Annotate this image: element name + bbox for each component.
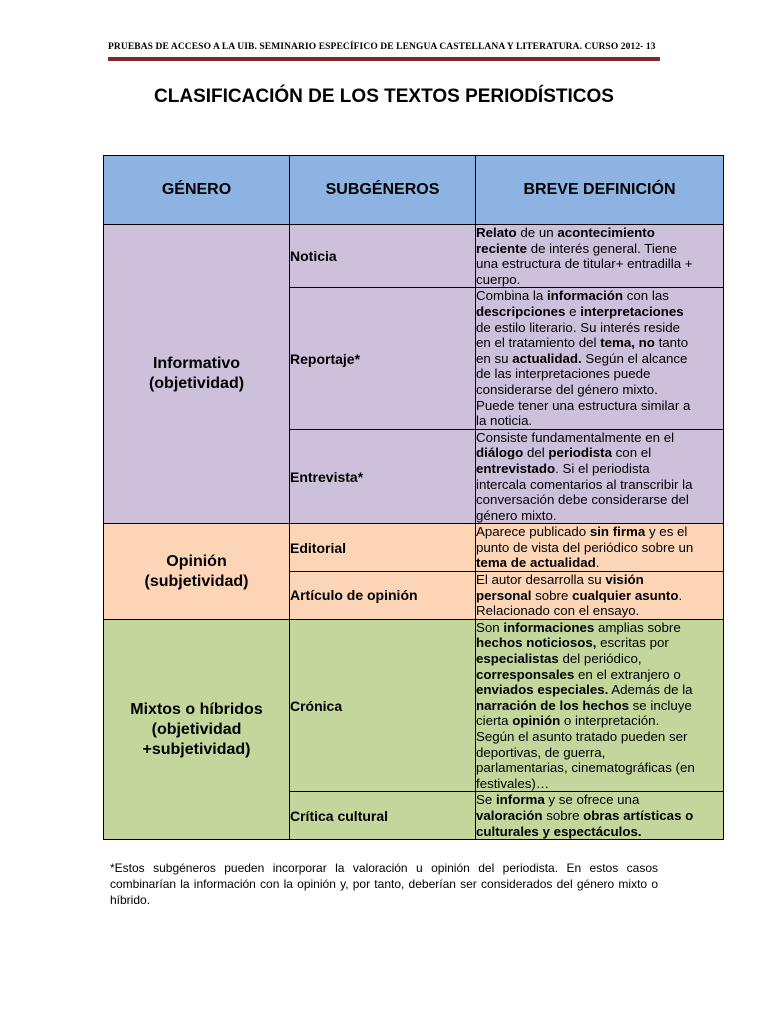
definition-line — [476, 335, 723, 351]
definition-text: festivales)… — [476, 775, 550, 791]
definition-line — [476, 524, 723, 540]
definition-line — [476, 760, 723, 776]
definition-text: escritas por — [596, 635, 669, 651]
header-divider — [108, 57, 660, 61]
definition-bold-text: narración de los hechos — [476, 697, 629, 713]
definition-line — [476, 477, 723, 493]
definition-bold-text: diálogo — [476, 445, 524, 461]
definition-text: Según el alcance — [581, 350, 688, 366]
definition-line — [476, 288, 723, 304]
definition-text: cierta — [476, 713, 513, 729]
definition-text: sobre — [531, 587, 573, 603]
definition-text: una estructura de titular+ entradilla + — [476, 256, 693, 272]
definition-line — [476, 682, 723, 698]
definition-text: . — [678, 587, 683, 603]
definition-text: o interpretación. — [560, 713, 660, 729]
definition-text: cuerpo. — [476, 271, 521, 287]
definition-bold-text: visión — [605, 572, 644, 588]
definition-text: considerarse del género mixto. — [476, 381, 658, 397]
definition-cell — [476, 288, 724, 429]
subgenre-editorial: Editorial — [290, 524, 476, 572]
definition-line — [476, 256, 723, 272]
definition-line — [476, 620, 723, 636]
genre-line: (objetividad — [151, 720, 242, 738]
definition-text: de estilo literario. Su interés reside — [476, 319, 680, 335]
classification-table — [103, 155, 724, 840]
page-header: PRUEBAS DE ACCESO A LA UIB. SEMINARIO ESPECÍFICO DE LENGUA CASTELLANA Y LITERATURA. CURSO 2012- 13 — [108, 42, 656, 52]
definition-line — [476, 792, 723, 808]
definition-text: del periódico, — [558, 651, 642, 667]
definition-text: parlamentarias, cinematográficas (en — [476, 760, 695, 776]
genre-opinion — [104, 524, 290, 620]
definition-bold-text: interpretaciones — [580, 303, 684, 319]
definition-bold-text: periodista — [548, 445, 612, 461]
definition-line — [476, 492, 723, 508]
definition-line — [476, 461, 723, 477]
definition-bold-text: especialistas — [476, 651, 559, 667]
definition-text: . — [595, 555, 600, 571]
definition-text: e — [565, 303, 581, 319]
definition-line — [476, 382, 723, 398]
definition-cell — [476, 225, 724, 288]
definition-line — [476, 430, 723, 446]
genre-line: Informativo — [152, 355, 241, 373]
definition-line — [476, 241, 723, 257]
definition-line — [476, 776, 723, 792]
definition-line — [476, 808, 723, 824]
definition-line — [476, 824, 723, 840]
subgenre-critica-cultural: Crítica cultural — [290, 792, 476, 840]
definition-bold-text: tema de actualidad — [476, 555, 596, 571]
definition-text: con el — [611, 445, 652, 461]
subgenre-noticia: Noticia — [290, 225, 476, 288]
definition-bold-text: culturales y espectáculos. — [476, 823, 642, 839]
document-title: CLASIFICACIÓN DE LOS TEXTOS PERIODÍSTICOS — [154, 86, 614, 107]
definition-text: en su — [476, 350, 513, 366]
subgenre-articulo-opinion: Artículo de opinión — [290, 572, 476, 620]
definition-text: y es el — [645, 524, 688, 540]
definition-line — [476, 729, 723, 745]
definition-line — [476, 225, 723, 241]
definition-line — [476, 635, 723, 651]
definition-bold-text: descripciones — [476, 303, 566, 319]
definition-text: amplias sobre — [594, 619, 681, 635]
subgenre-entrevista: Entrevista* — [290, 429, 476, 524]
definition-bold-text: tema, no — [600, 335, 655, 351]
definition-line — [476, 540, 723, 556]
definition-line — [476, 745, 723, 761]
definition-text: Combina la — [476, 288, 547, 304]
definition-line — [476, 445, 723, 461]
definition-text: Relacionado con el ensayo. — [476, 603, 640, 619]
definition-text: en el tratamiento del — [476, 335, 601, 351]
footnote: *Estos subgéneros pueden incorporar la valoración u opinión del periodista. En estos casos combinarían la información con la opinión y, por tanto, deberían ser considerados del género mixto o híbrido. — [110, 861, 658, 907]
definition-line — [476, 304, 723, 320]
genre-line: +subjetividad) — [142, 740, 251, 758]
definition-text: . Si el periodista — [555, 460, 650, 476]
definition-bold-text: obras artísticas o — [583, 807, 694, 823]
definition-text: Puede tener una estructura similar a — [476, 397, 691, 413]
definition-bold-text: enviados especiales. — [476, 682, 609, 698]
header-subgenres: SUBGÉNEROS — [290, 156, 476, 225]
definition-bold-text: actualidad. — [512, 350, 582, 366]
definition-bold-text: acontecimiento — [557, 225, 655, 240]
genre-line: Opinión — [166, 552, 227, 570]
definition-bold-text: información — [546, 288, 624, 304]
definition-bold-text: personal — [476, 587, 532, 603]
definition-bold-text: entrevistado — [476, 460, 556, 476]
table-row — [104, 524, 724, 572]
definition-text: de interés general. Tiene — [527, 240, 678, 256]
definition-line — [476, 351, 723, 367]
definition-cell — [476, 524, 724, 572]
subgenre-reportaje: Reportaje* — [290, 288, 476, 429]
definition-cell — [476, 572, 724, 620]
header-genre: GÉNERO — [104, 156, 290, 225]
definition-bold-text: opinión — [512, 713, 561, 729]
definition-text: Consiste fundamentalmente en el — [476, 429, 675, 445]
definition-text: la noticia. — [476, 413, 533, 429]
definition-text: Son — [476, 619, 504, 635]
definition-text: Además de la — [608, 682, 693, 698]
definition-text: deportivas, de guerra, — [476, 744, 606, 760]
table-row — [104, 225, 724, 288]
definition-bold-text: sin firma — [589, 524, 646, 540]
definition-text: tanto — [654, 335, 689, 351]
definition-cell — [476, 792, 724, 840]
table-row — [104, 619, 724, 792]
definition-line — [476, 713, 723, 729]
definition-line — [476, 588, 723, 604]
definition-text: en el extranjero o — [574, 666, 681, 682]
definition-line — [476, 572, 723, 588]
definition-text: conversación debe considerarse del — [476, 492, 689, 508]
definition-text: punto de vista del periódico sobre un — [476, 539, 694, 555]
header-definition: BREVE DEFINICIÓN — [476, 156, 724, 225]
definition-text: género mixto. — [476, 507, 557, 523]
definition-line — [476, 508, 723, 524]
definition-bold-text: hechos noticiosos, — [476, 635, 597, 651]
definition-text: y se ofrece una — [544, 792, 640, 808]
table-header-row — [104, 156, 724, 225]
definition-cell — [476, 429, 724, 524]
genre-mixtos — [104, 619, 290, 839]
definition-line — [476, 667, 723, 683]
subgenre-cronica: Crónica — [290, 619, 476, 792]
definition-text: del — [523, 445, 549, 461]
definition-text: sobre — [542, 807, 584, 823]
genre-line: (subjetividad) — [144, 572, 249, 590]
definition-bold-text: Relato — [476, 225, 517, 240]
definition-line — [476, 272, 723, 288]
definition-line — [476, 603, 723, 619]
definition-text: Según el asunto tratado pueden ser — [476, 729, 688, 744]
definition-cell — [476, 619, 724, 792]
definition-line — [476, 555, 723, 571]
definition-text: se incluye — [628, 697, 692, 713]
definition-line — [476, 698, 723, 714]
definition-bold-text: cualquier asunto — [572, 587, 679, 603]
genre-informativo — [104, 225, 290, 524]
definition-bold-text: informaciones — [503, 619, 595, 635]
definition-text: de un — [516, 225, 558, 240]
definition-text: de las interpretaciones puede — [476, 366, 651, 382]
definition-text: El autor desarrolla su — [476, 572, 606, 588]
definition-bold-text: informa — [495, 792, 545, 808]
definition-text: intercala comentarios al transcribir la — [476, 476, 693, 492]
definition-text: Se — [476, 792, 496, 808]
definition-line — [476, 398, 723, 414]
definition-line — [476, 651, 723, 667]
definition-bold-text: valoración — [476, 807, 543, 823]
definition-bold-text: reciente — [476, 240, 527, 256]
genre-line: Mixtos o híbridos — [130, 700, 263, 718]
definition-line — [476, 320, 723, 336]
definition-text: Aparece publicado — [476, 524, 590, 540]
definition-line — [476, 366, 723, 382]
definition-bold-text: corresponsales — [476, 666, 575, 682]
definition-text: con las — [623, 288, 669, 304]
genre-line: (objetividad) — [148, 375, 245, 393]
definition-line — [476, 413, 723, 429]
